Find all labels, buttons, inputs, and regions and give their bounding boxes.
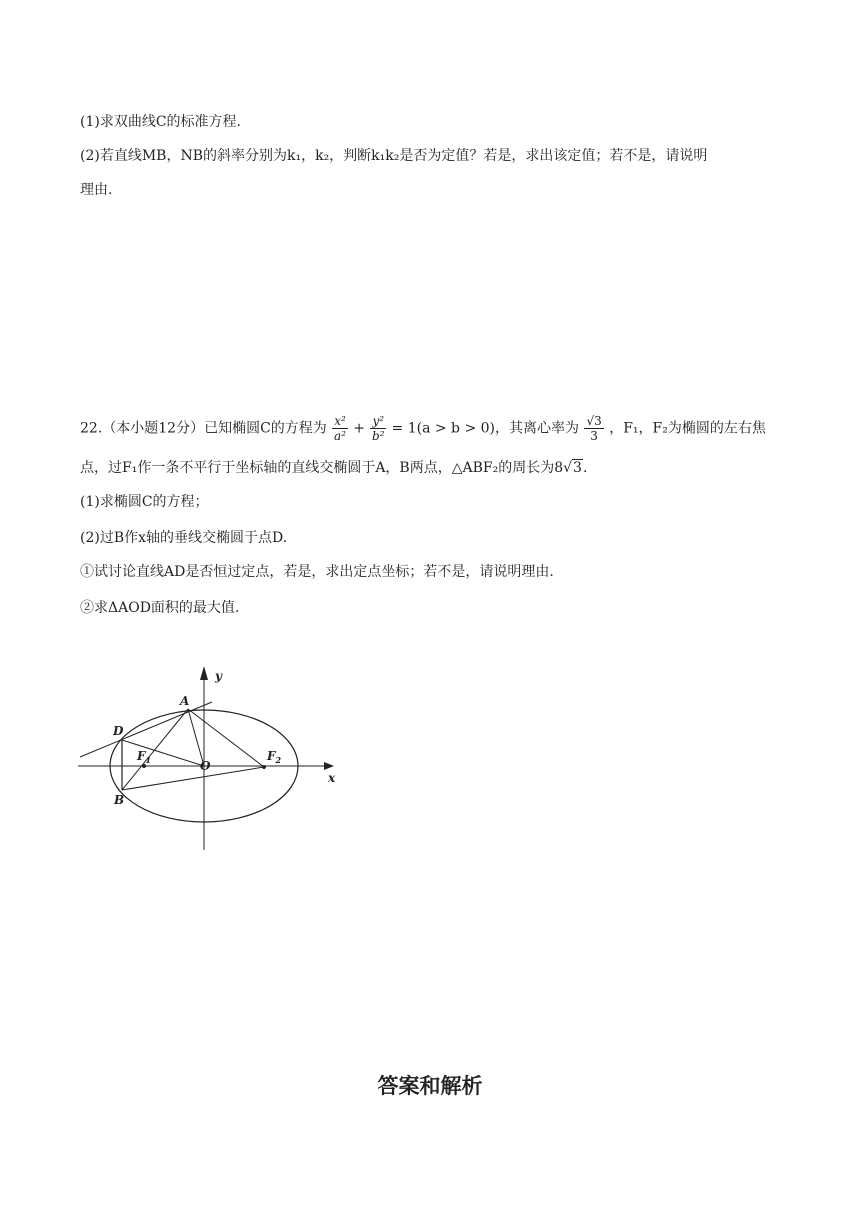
ellipse-figure (76, 660, 366, 860)
q22-header (80, 414, 766, 443)
q22-sub1: ①试讨论直线AD是否恒过定点，若是，求出定点坐标；若不是，请说明理由. (80, 564, 554, 580)
label-x: x (328, 771, 336, 785)
x-axis-arrow (324, 762, 334, 770)
q21-part2: (2)若直线MB，NB的斜率分别为k₁，k₂，判断k₁k₂是否为定值？若是，求出该定值；若不是，请说明 (80, 148, 708, 164)
line2-text: 点，过F₁作一条不平行于坐标轴的直线交椭圆于A，B两点，△ABF₂的周长为8 (80, 460, 564, 476)
header-tail: ，F₁，F₂为椭圆的左右焦 (609, 420, 766, 437)
q22-sub2: ②求ΔAOD面积的最大值. (80, 600, 240, 616)
label-f1: $F_1$ (137, 749, 152, 765)
q22-line2 (80, 458, 587, 478)
line-through-d-a (80, 702, 212, 757)
q22-part1: (1)求椭圆C的方程； (80, 494, 209, 510)
q21-part2-cont: 理由. (80, 182, 113, 198)
label-o: O (200, 759, 211, 773)
fraction-y: $\frac{\text{y²}}{\text{b²}}$ (372, 414, 385, 443)
label-a: A (180, 694, 190, 708)
label-y: y (215, 669, 222, 683)
fraction-x: $\frac{\text{x²}}{\text{a²}}$ (334, 414, 347, 443)
eccentricity-fraction: $\frac{√3}{3}$ (586, 414, 602, 443)
q21-part1: (1)求双曲线C的标准方程. (80, 114, 241, 130)
segment-a-b (122, 709, 188, 790)
line2-period: . (582, 460, 588, 476)
segment-d-o (122, 740, 204, 766)
segment-b-f2 (122, 767, 264, 790)
equation-rest: = 1(a > b > 0)，其离心率为 (391, 420, 580, 437)
plus-sign: + (353, 420, 366, 437)
sqrt-symbol: √ (563, 460, 573, 476)
sqrt-value: 3 (573, 460, 582, 476)
label-d: D (113, 724, 124, 738)
answer-heading: 答案和解析 (377, 1074, 483, 1098)
label-f2: $F_2$ (267, 749, 282, 765)
q22-part2: (2)过B作x轴的垂线交椭圆于点D. (80, 530, 288, 546)
segment-a-o (188, 709, 204, 766)
q22-header-text: 22.（本小题12分）已知椭圆C的方程为 (80, 420, 327, 437)
y-axis-arrow (200, 666, 208, 680)
label-b: B (114, 793, 125, 807)
point-f2 (262, 765, 266, 769)
